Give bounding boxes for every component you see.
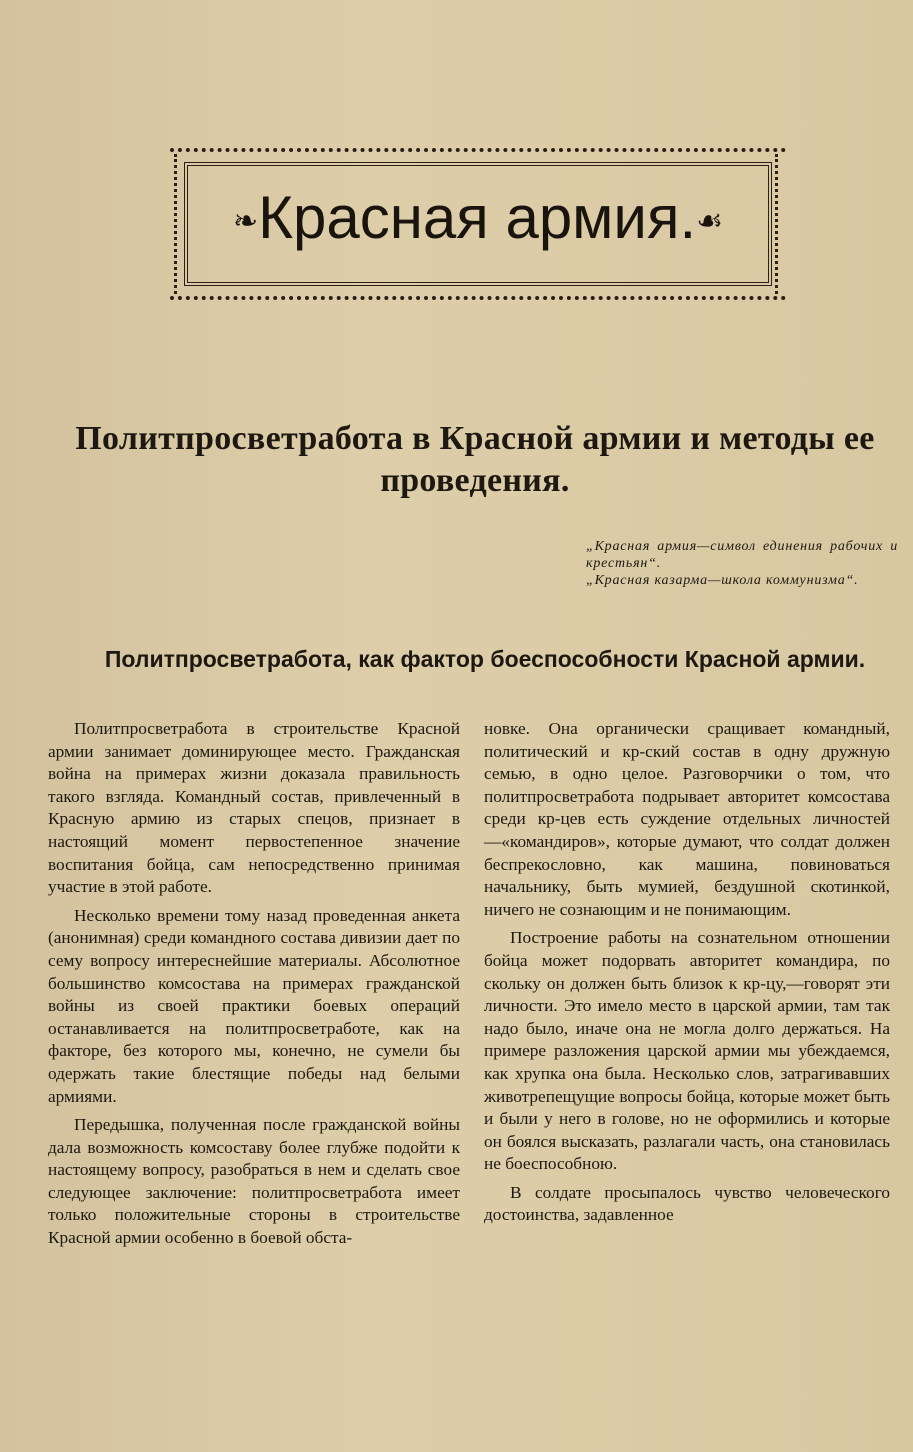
section-heading: Политпросветработа, как фактор боеспособности Красной армии. (104, 646, 866, 672)
paragraph: В солдате просыпалось чувство человеческого достоинства, задавленное (484, 1182, 890, 1225)
epigraph-line-1: „Красная армия—символ единения рабочих и крестьян“. (586, 539, 898, 571)
paragraph-continued: новке. Она органически сращивает командный, политический и кр-ский состав в одну дружную семью, в одно целое. Разговорчики о том, что политпросветработа подрывает авторитет комсостава среди кр-цев есть суждение отдельных личностей—«командиров», которые думают, что солдат должен беспрекословно, как машина, повиноваться начальнику, быть мумией, бездушной скотинкой, ничего не сознающим и не понимающим. (484, 719, 890, 919)
masthead-border-left (174, 154, 183, 294)
text-column-right (484, 718, 890, 1233)
paragraph: Построение работы на сознательном отношении бойца может подорвать авторитет командира, по скольку он должен быть близок к кр-цу,—говорят эти личности. Это имело место в царской армии, там так надо было, иначе она не могла долго держаться. На примере разложения царской армии мы убеждаемся, как хрупка она была. Несколько слов, затрагивавших животрепещущие вопросы бойца, которые может быть и были у него в голове, но не оформились и которые он боялся высказать, разлагали часть, она становилась не боеспособною. (484, 928, 890, 1174)
paragraph: Политпросветработа в строительстве Красной армии занимает доминирующее место. Гражданская война на примерах жизни доказала правильность такого взгляда. Командный состав, привлеченный в Красную армию из старых спецов, признает в настоящий момент первостепенное значение воспитания бойца, сам непосредственно принимая участие в этой работе. (48, 719, 460, 897)
masthead-frame (170, 148, 786, 300)
article-headline: Политпросветработа в Красной армии и методы ее проведения. (75, 420, 875, 499)
text-column-left (48, 718, 460, 1256)
masthead-title-row (184, 178, 772, 262)
masthead-border-right (775, 154, 784, 294)
masthead-title: Красная армия. (258, 184, 697, 251)
paragraph: Передышка, полученная после гражданской войны дала возможность комсоставу более глубже подойти к настоящему вопросу, разобраться в нем и сделать свое следующее заключение: политпросветработа имеет только положительные стороны в строительстве Красной армии особенно в боевой обста- (48, 1115, 460, 1248)
ornament-right-icon: ☙ (696, 205, 724, 239)
epigraph-line-2: „Красная казарма—школа коммунизма“. (586, 573, 859, 588)
epigraph (586, 538, 898, 589)
paragraph: Несколько времени тому назад проведенная анкета (анонимная) среди командного состава дивизии дает по сему вопросу интереснейшие материалы. Абсолютное большинство комсостава на примерах гражданской войны из своей практики боевых операций останавливается на политпросветработе, как на факторе, без которого мы, конечно, не сумели бы одержать такие блестящие победы над белыми армиями. (48, 905, 460, 1106)
ornament-left-icon: ❧ (232, 205, 259, 239)
